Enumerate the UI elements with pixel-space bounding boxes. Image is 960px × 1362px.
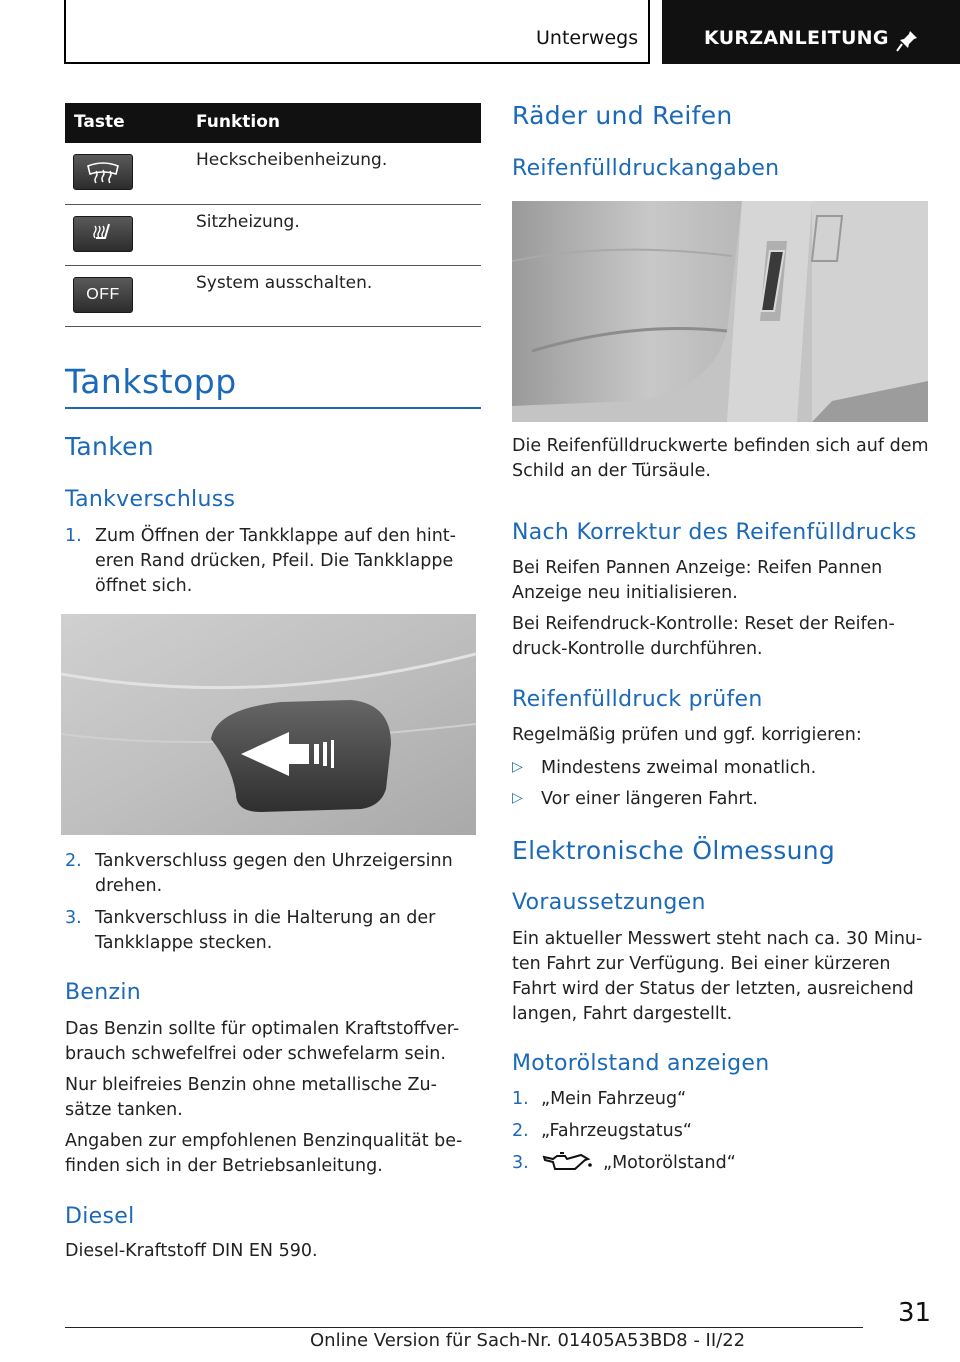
heading-benzin: Benzin	[65, 980, 141, 1005]
off-key-label: OFF	[86, 286, 120, 303]
step-text-line: öffnet sich.	[95, 576, 193, 596]
step-text-line: Tankverschluss gegen den Uhrzeigersinn	[95, 851, 453, 871]
header-section-title: Unterwegs	[536, 27, 639, 49]
quickguide-pin-icon	[894, 28, 920, 54]
door-pillar-photo	[512, 201, 928, 422]
step-number: 3.	[65, 908, 82, 928]
step-number: 1.	[65, 526, 82, 546]
seat-heating-icon	[85, 221, 121, 247]
step-text-line: Tankklappe stecken.	[95, 933, 273, 953]
menu-path-item: „Fahrzeugstatus“	[541, 1121, 692, 1141]
paragraph-line: finden sich in der Betriebsanleitung.	[65, 1156, 383, 1176]
paragraph-line: ten Fahrt zur Verfügung. Bei einer kürzeren	[512, 954, 891, 974]
footer-text: Online Version für Sach-Nr. 01405A53BD8 - II/22	[310, 1330, 746, 1351]
bullet-text: Vor einer längeren Fahrt.	[541, 789, 758, 809]
table-cell-function: System ausschalten.	[196, 273, 373, 293]
footer-rule	[65, 1327, 863, 1328]
paragraph-line: sätze tanken.	[65, 1100, 183, 1120]
heading-raeder-reifen: Räder und Reifen	[512, 101, 733, 130]
header-chapter-title: KURZANLEITUNG	[704, 27, 889, 49]
paragraph-line: Bei Reifen Pannen Anzeige: Reifen Pannen	[512, 558, 883, 578]
table-row-divider	[65, 204, 481, 205]
paragraph-line: Angaben zur empfohlenen Benzinqualität be-	[65, 1131, 463, 1151]
paragraph-line: langen, Fahrt dargestellt.	[512, 1004, 733, 1024]
table-cell-function: Sitzheizung.	[196, 212, 300, 232]
heading-elektronische-oelmessung: Elektronische Ölmessung	[512, 836, 836, 865]
header-frame-bottom	[64, 62, 650, 64]
heading-motoroelstand-anzeigen: Motorölstand anzeigen	[512, 1051, 770, 1076]
table-cell-function: Heckscheibenheizung.	[196, 150, 388, 170]
heading-rule	[65, 407, 481, 409]
paragraph-line: Diesel-Kraftstoff DIN EN 590.	[65, 1241, 318, 1261]
paragraph-line: brauch schwefelfrei oder schwefelarm sein.	[65, 1044, 446, 1064]
step-text-line: eren Rand drücken, Pfeil. Die Tankklappe	[95, 551, 454, 571]
menu-path-item: „Motorölstand“	[603, 1153, 736, 1173]
step-number: 3.	[512, 1153, 529, 1173]
oil-can-icon	[541, 1150, 593, 1174]
heading-reifenfuelldruckangaben: Reifenfülldruckangaben	[512, 156, 780, 181]
paragraph-line: Die Reifenfülldruckwerte befinden sich auf dem	[512, 436, 929, 456]
seat-heating-button	[73, 216, 133, 252]
table-header	[65, 103, 481, 143]
table-row-divider	[65, 265, 481, 266]
bullet-triangle-icon: ▷	[512, 759, 523, 775]
rear-window-heating-button	[73, 154, 133, 190]
paragraph-line: Fahrt wird der Status der letzten, ausreichend	[512, 979, 914, 999]
bullet-triangle-icon: ▷	[512, 790, 523, 806]
paragraph-line: Nur bleifreies Benzin ohne metallische Zu-	[65, 1075, 437, 1095]
fuel-flap-photo	[61, 614, 476, 835]
rear-window-heating-icon	[83, 160, 123, 184]
system-off-button	[73, 277, 133, 313]
paragraph-line: Anzeige neu initialisieren.	[512, 583, 738, 603]
step-number: 2.	[512, 1121, 529, 1141]
paragraph-line: druck-Kontrolle durchführen.	[512, 639, 763, 659]
heading-reifenfuelldruck-pruefen: Reifenfülldruck prüfen	[512, 687, 763, 712]
page-number: 31	[898, 1298, 932, 1328]
menu-path-item: „Mein Fahrzeug“	[541, 1089, 687, 1109]
paragraph-line: Schild an der Türsäule.	[512, 461, 711, 481]
table-header-key: Taste	[74, 112, 125, 132]
step-text-line: drehen.	[95, 876, 163, 896]
paragraph-line: Das Benzin sollte für optimalen Kraftstoffver-	[65, 1019, 460, 1039]
heading-diesel: Diesel	[65, 1204, 135, 1229]
header-frame-right	[648, 0, 650, 64]
step-text-line: Tankverschluss in die Halterung an der	[95, 908, 436, 928]
table-row-divider	[65, 326, 481, 327]
table-header-function: Funktion	[196, 112, 281, 132]
paragraph-line: Regelmäßig prüfen und ggf. korrigieren:	[512, 725, 862, 745]
heading-tankverschluss: Tankverschluss	[65, 487, 236, 512]
paragraph-line: Ein aktueller Messwert steht nach ca. 30 Minu-	[512, 929, 923, 949]
step-text-line: Zum Öffnen der Tankklappe auf den hint-	[95, 526, 456, 546]
bullet-text: Mindestens zweimal monatlich.	[541, 758, 817, 778]
step-number: 1.	[512, 1089, 529, 1109]
step-number: 2.	[65, 851, 82, 871]
heading-tanken: Tanken	[65, 432, 154, 461]
heading-voraussetzungen: Voraussetzungen	[512, 890, 706, 915]
heading-nach-korrektur: Nach Korrektur des Reifenfülldrucks	[512, 520, 917, 545]
header-frame-left	[64, 0, 66, 64]
heading-tankstopp: Tankstopp	[65, 362, 237, 401]
paragraph-line: Bei Reifendruck-Kontrolle: Reset der Reifen-	[512, 614, 895, 634]
